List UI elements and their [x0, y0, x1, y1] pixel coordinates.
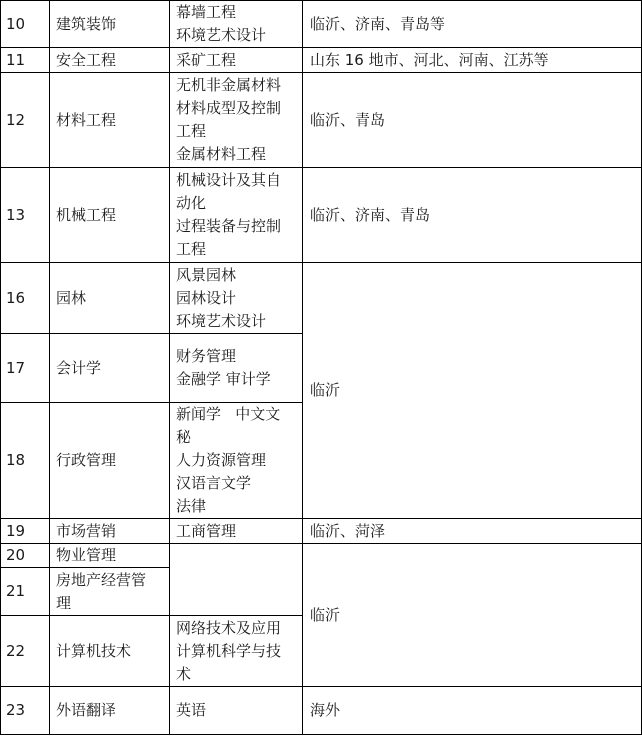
table-row [1, 168, 642, 263]
table-row [1, 48, 642, 73]
sub-major: 幕墙工程 [176, 3, 237, 21]
sub-major: 人力资源管理 [176, 451, 267, 469]
table-row [1, 544, 642, 568]
sub-major: 金融学 审计学 [176, 370, 271, 388]
sub-majors [170, 1, 303, 48]
major-name: 机械工程 [50, 168, 170, 263]
sub-major: 秘 [176, 428, 192, 446]
table-row [1, 519, 642, 544]
sub-major: 术 [176, 664, 192, 683]
sub-major: 财务管理 [176, 347, 237, 365]
sub-majors-empty [170, 544, 303, 616]
row-number: 21 [1, 568, 50, 616]
locations: 临沂 [303, 263, 642, 519]
sub-major: 风景园林 [176, 265, 237, 284]
major-name: 行政管理 [50, 403, 170, 519]
row-number: 19 [1, 519, 50, 544]
sub-major: 网络技术及应用 [176, 618, 282, 637]
table-row [1, 73, 642, 168]
row-number: 16 [1, 263, 50, 334]
table-row [1, 263, 642, 334]
sub-major: 工程 [176, 240, 207, 258]
sub-major: 工程 [176, 122, 207, 140]
major-name: 安全工程 [50, 48, 170, 73]
sub-majors [170, 263, 303, 334]
sub-major: 工商管理 [176, 521, 237, 540]
row-number: 13 [1, 168, 50, 263]
locations: 临沂、菏泽 [303, 519, 642, 544]
row-number: 18 [1, 403, 50, 519]
sub-majors [170, 334, 303, 403]
sub-majors [170, 687, 303, 735]
locations: 临沂、济南、青岛等 [303, 1, 642, 48]
sub-major: 英语 [176, 701, 207, 719]
major-name: 外语翻译 [50, 687, 170, 735]
locations: 临沂、青岛 [303, 73, 642, 168]
major-name [50, 616, 170, 687]
major-name: 材料工程 [50, 73, 170, 168]
table-row [1, 687, 642, 735]
locations: 海外 [303, 687, 642, 735]
major-name-line: 计算机技术 [56, 641, 132, 660]
sub-majors [170, 48, 303, 73]
sub-majors [170, 616, 303, 687]
major-name: 会计学 [50, 334, 170, 403]
sub-major: 机械设计及其自 [176, 171, 282, 189]
row-number: 10 [1, 1, 50, 48]
sub-major: 新闻学 中文文 [176, 405, 281, 423]
major-name: 市场营销 [50, 519, 170, 544]
sub-major: 环境艺术设计 [176, 311, 267, 330]
sub-major: 采矿工程 [176, 50, 237, 69]
row-number: 23 [1, 687, 50, 735]
table-row [1, 1, 642, 48]
sub-majors [170, 403, 303, 519]
major-name: 园林 [50, 263, 170, 334]
major-name [50, 568, 170, 616]
sub-majors [170, 519, 303, 544]
locations: 山东 16 地市、河北、河南、江苏等 [303, 48, 642, 73]
sub-major: 材料成型及控制 [176, 99, 282, 117]
major-name-line: 房地产经营管 [56, 570, 147, 589]
sub-major: 过程装备与控制 [176, 217, 282, 235]
sub-major: 计算机科学与技 [176, 641, 282, 660]
sub-major: 金属材料工程 [176, 145, 267, 163]
row-number: 12 [1, 73, 50, 168]
sub-major: 法律 [176, 497, 207, 515]
row-number: 20 [1, 544, 50, 568]
row-number: 11 [1, 48, 50, 73]
sub-majors [170, 73, 303, 168]
locations: 临沂 [303, 544, 642, 687]
row-number: 17 [1, 334, 50, 403]
sub-major: 无机非金属材料 [176, 76, 282, 94]
sub-major: 环境艺术设计 [176, 26, 267, 44]
major-name-line: 理 [56, 593, 72, 612]
major-name: 建筑装饰 [50, 1, 170, 48]
locations: 临沂、济南、青岛 [303, 168, 642, 263]
row-number: 22 [1, 616, 50, 687]
sub-majors [170, 168, 303, 263]
major-name [50, 544, 170, 568]
sub-major: 汉语言文学 [176, 474, 252, 492]
sub-major: 园林设计 [176, 288, 237, 307]
sub-major: 动化 [176, 194, 207, 212]
major-name-line: 物业管理 [56, 546, 117, 564]
